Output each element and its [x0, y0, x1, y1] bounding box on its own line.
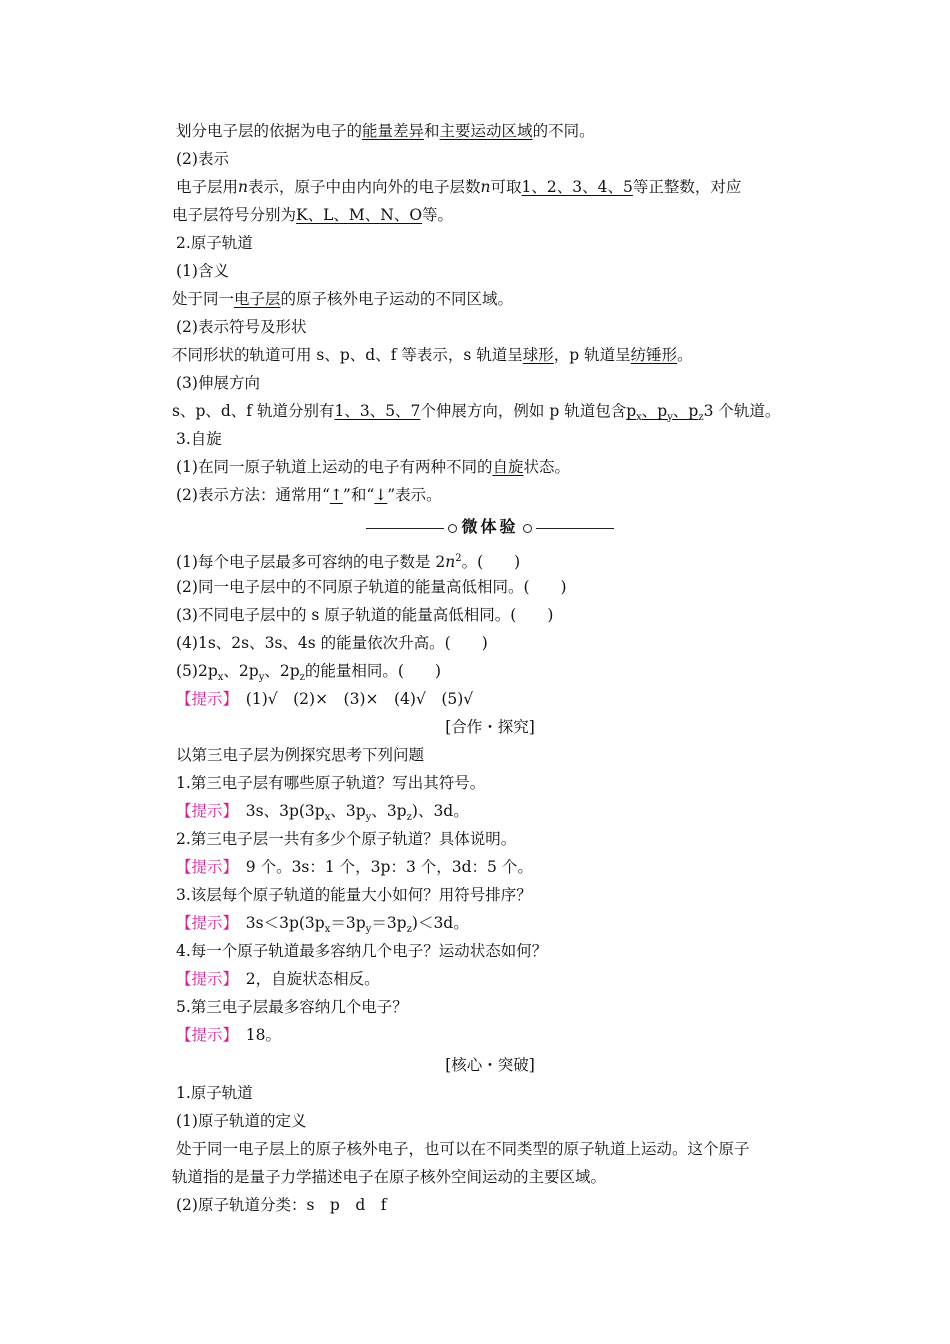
hint-label: 【提示】 — [176, 914, 231, 932]
orbital-meaning-line: 处于同一电子层的原子核外电子运动的不同区域。 — [172, 290, 514, 308]
micro-experience-banner — [172, 516, 808, 538]
hint-answer-1: 【提示】 3s、$3p(3p_x$、$3p_y$、$3p_z$)、3d。 — [176, 802, 469, 824]
core-orbital-classification: (2)原子轨道分类：s p d f — [176, 1196, 387, 1214]
direction-count-answer: 1、3、5、7 — [334, 402, 421, 420]
hint-label: 【提示】 — [176, 1026, 231, 1044]
hint-answer-5: 【提示】 18。 — [176, 1026, 282, 1044]
banner-title: 微体验 — [461, 517, 519, 536]
core-definition-line-2: 轨道指的是量子力学描述电子在原子核外空间运动的主要区域。 — [172, 1168, 607, 1186]
heading-atomic-orbital: 2.原子轨道 — [176, 234, 253, 252]
layer-numbers-answer: 1、2、3、4、5 — [521, 178, 633, 196]
spin-answer: 自旋 — [492, 458, 524, 476]
heading-spin: 3.自旋 — [176, 430, 222, 448]
explore-question-5: 5.第三电子层最多容纳几个电子？ — [176, 998, 408, 1016]
spin-notation-line: (2)表示方法：通常用“↑”和“↓”表示。 — [176, 486, 442, 504]
hint-label: 【提示】 — [176, 970, 231, 988]
hint-answer-4: 【提示】 2，自旋状态相反。 — [176, 970, 380, 988]
dumbbell-answer: 纺锤形 — [630, 346, 678, 364]
up-arrow-icon: ↑ — [329, 486, 343, 504]
section-cooperate-explore: [合作・探究] — [445, 718, 535, 736]
core-subheading-definition: (1)原子轨道的定义 — [176, 1112, 307, 1130]
core-heading-orbital: 1.原子轨道 — [176, 1084, 253, 1102]
spherical-answer: 球形 — [522, 346, 554, 364]
hint-label: 【提示】 — [176, 858, 231, 876]
question-1: (1)每个电子层最多可容纳的电子数是 $2n^2$。( ) — [176, 553, 521, 572]
subheading-symbol-shape: (2)表示符号及形状 — [176, 318, 307, 336]
hint-answer-2: 【提示】 9 个。3s：1 个，3p：3 个，3d：5 个。 — [176, 858, 533, 876]
banner-left-dot — [448, 524, 457, 533]
orbital-direction-line: s、p、d、f 轨道分别有1、3、5、7个伸展方向，例如 p 轨道包含$p_x$、$p_y$、$p_z3$ 个轨道。 — [172, 402, 781, 424]
explore-question-3: 3.该层每个原子轨道的能量大小如何？用符号排序？ — [176, 886, 532, 904]
down-arrow-icon: ↓ — [374, 486, 388, 504]
orbital-shape-line: 不同形状的轨道可用 s、p、d、f 等表示，s 轨道呈球形，p 轨道呈纺锤形。 — [172, 346, 693, 364]
answer-line-1: 【提示】 (1)√ (2)× (3)× (4)√ (5)√ — [176, 690, 474, 708]
banner-right-rule — [536, 528, 614, 529]
explore-question-2: 2.第三电子层一共有多少个原子轨道？具体说明。 — [176, 830, 517, 848]
section-core-breakthrough: [核心・突破] — [445, 1056, 535, 1074]
explore-intro: 以第三电子层为例探究思考下列问题 — [176, 746, 425, 764]
explore-question-4: 4.每一个原子轨道最多容纳几个电子？运动状态如何？ — [176, 942, 548, 960]
energy-difference-answer: 能量差异 — [362, 122, 425, 140]
question-3: (3)不同电子层中的 s 原子轨道的能量高低相同。( ) — [176, 606, 554, 624]
spin-state-line: (1)在同一原子轨道上运动的电子有两种不同的自旋状态。 — [176, 458, 570, 476]
question-2: (2)同一电子层中的不同原子轨道的能量高低相同。( ) — [176, 578, 567, 596]
layer-basis-line: 划分电子层的依据为电子的能量差异和主要运动区域的不同。 — [176, 122, 595, 140]
layer-number-line: 电子层用n表示，原子中由内向外的电子层数n可取1、2、3、4、5等正整数，对应 — [176, 178, 742, 196]
subheading-direction: (3)伸展方向 — [176, 374, 260, 392]
p-orbitals-answer: $p_x$、$p_y$、$p_z$ — [626, 402, 704, 424]
core-definition-line-1: 处于同一电子层上的原子核外电子，也可以在不同类型的原子轨道上运动。这个原子 — [176, 1140, 750, 1158]
motion-region-answer: 主要运动区域 — [439, 122, 533, 140]
hint-label: 【提示】 — [176, 690, 231, 708]
hint-label: 【提示】 — [176, 802, 231, 820]
question-4: (4)1s、2s、3s、4s 的能量依次升高。( ) — [176, 634, 488, 652]
hint-answer-3: 【提示】 $3s<3p(3p_x=3p_y=3p_z)<3d$。 — [176, 914, 469, 936]
banner-right-dot — [523, 524, 532, 533]
question-5: $(5)2p_x$、$2p_y$、$2p_z$的能量相同。( ) — [176, 662, 442, 684]
banner-left-rule — [366, 528, 444, 529]
subheading-meaning: (1)含义 — [176, 262, 229, 280]
layer-symbols-answer: K、L、M、N、O — [296, 206, 423, 224]
layer-symbol-line: 电子层符号分别为K、L、M、N、O等。 — [172, 206, 454, 224]
subheading-representation: (2)表示 — [176, 150, 229, 168]
explore-question-1: 1.第三电子层有哪些原子轨道？写出其符号。 — [176, 774, 486, 792]
electron-layer-answer: 电子层 — [234, 290, 281, 308]
